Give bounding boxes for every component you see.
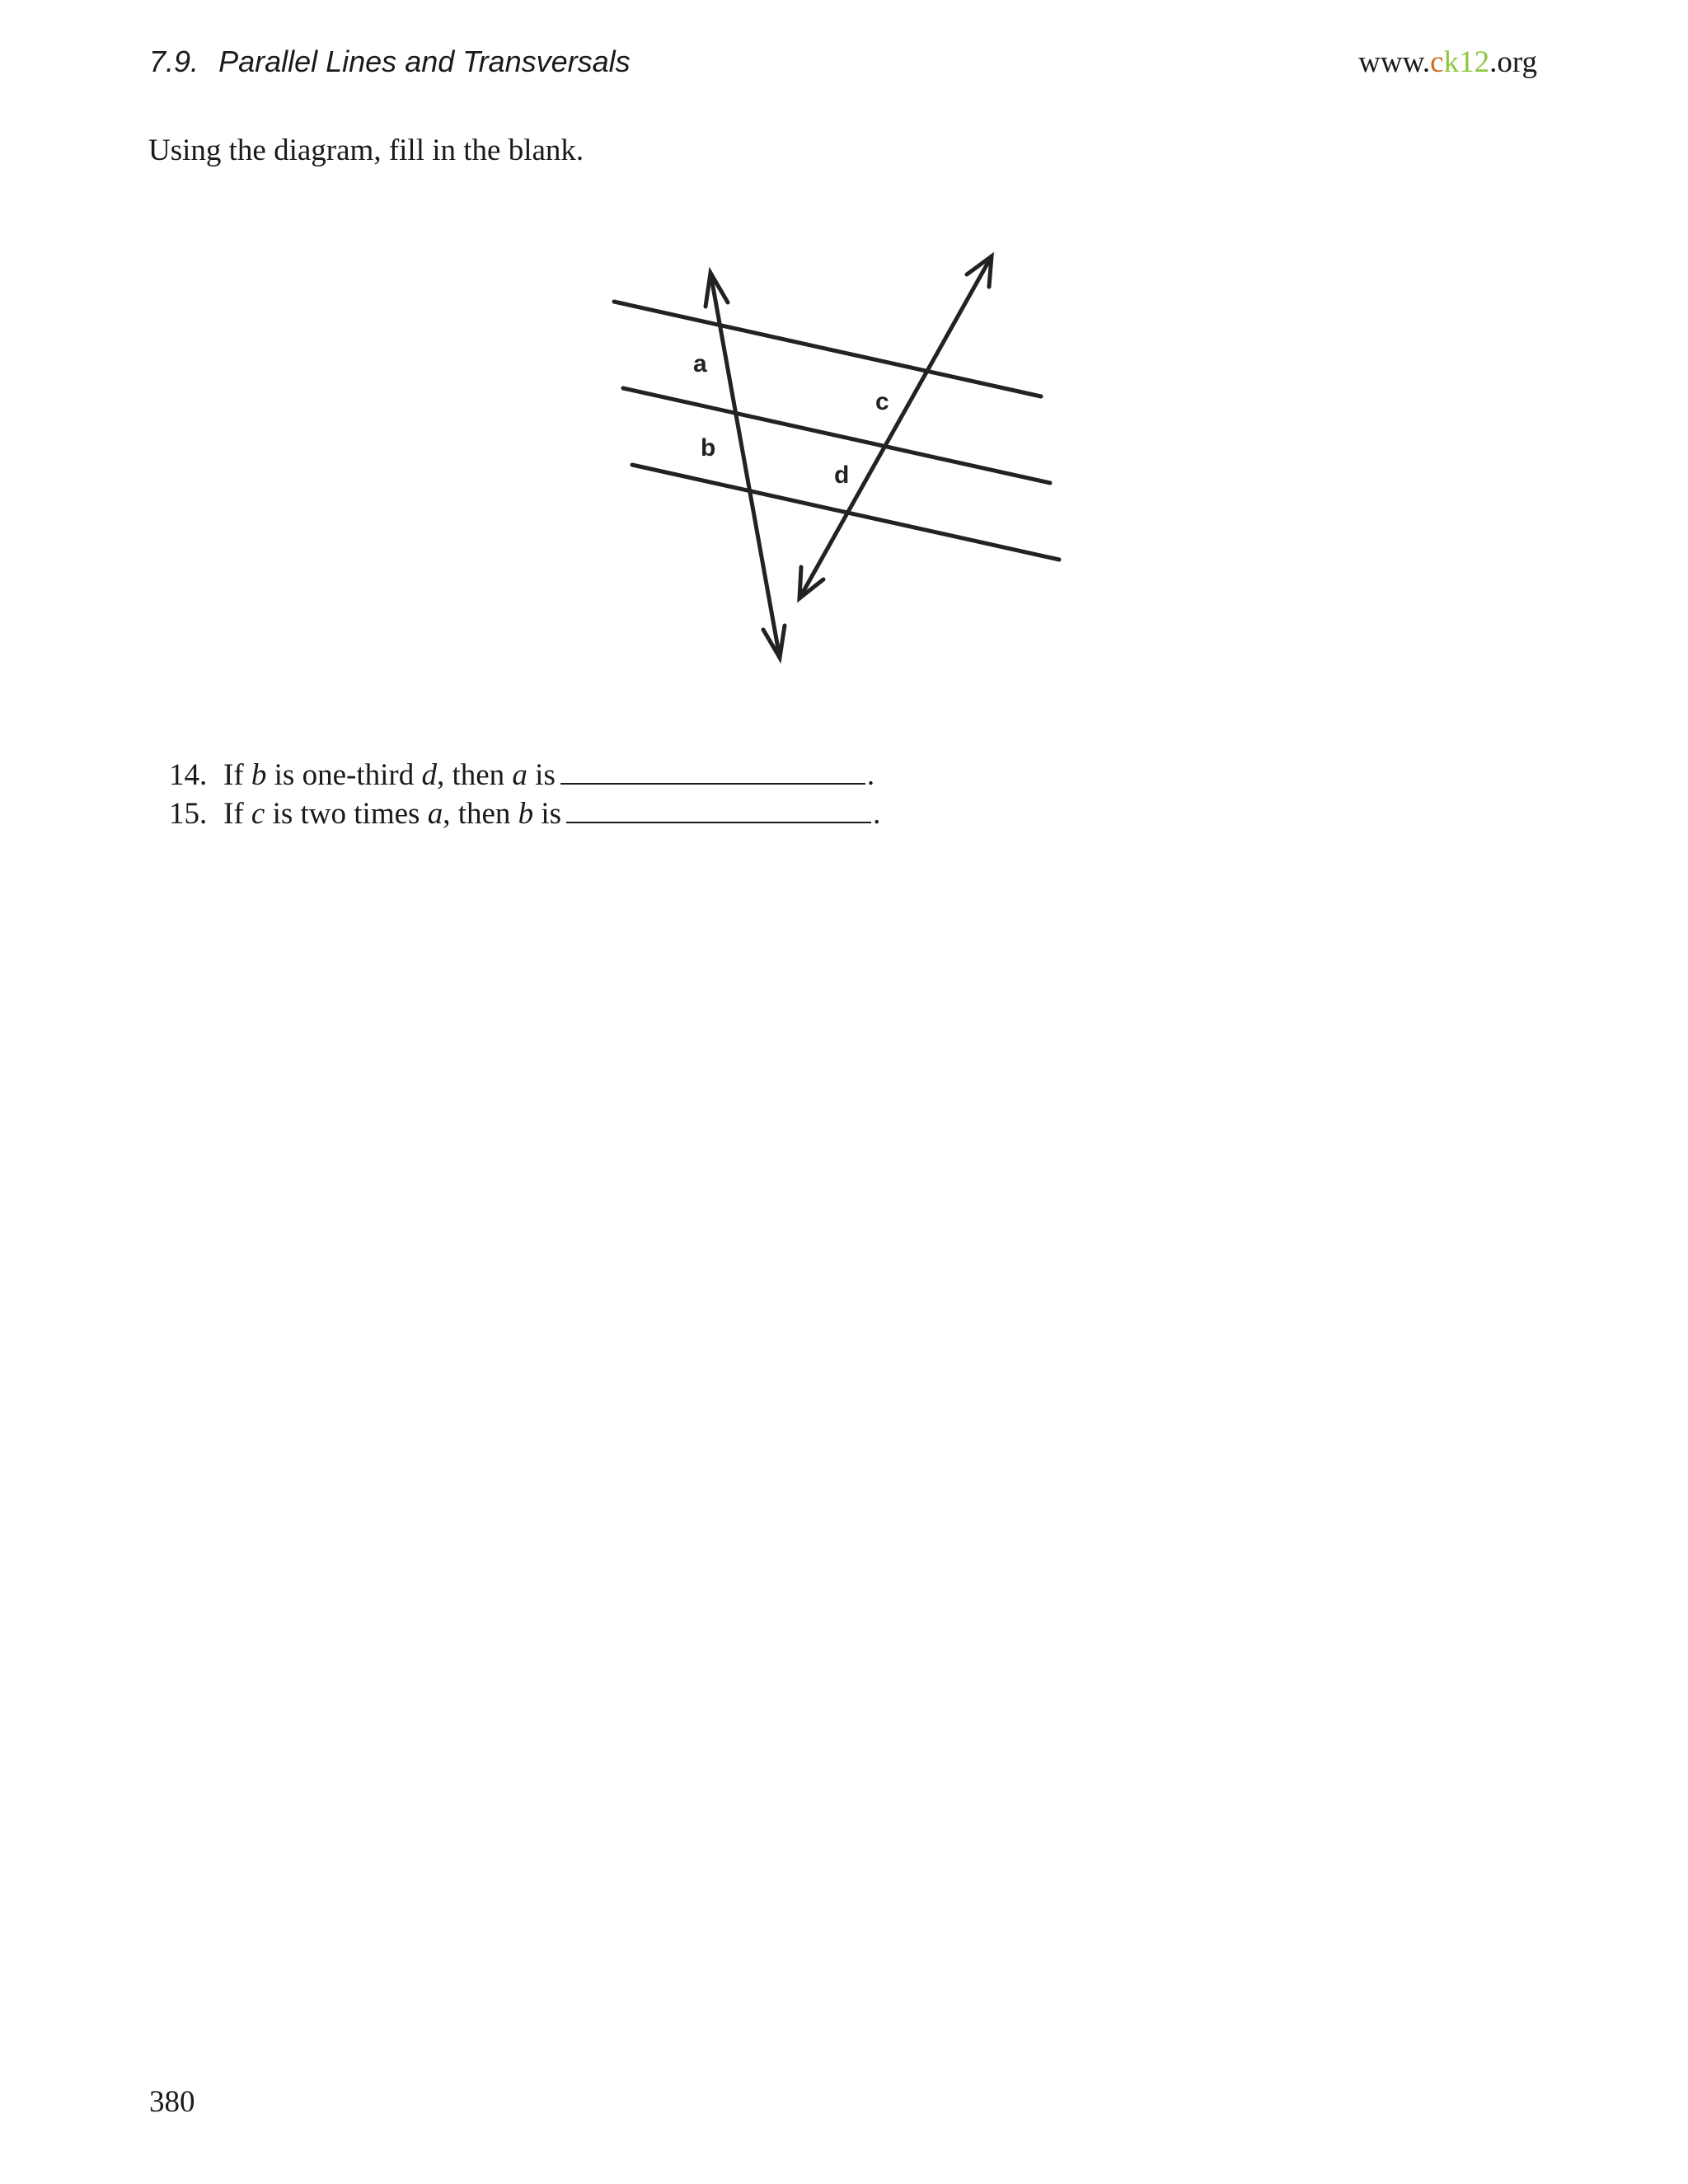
transversal-1-top-arrow-icon — [706, 273, 728, 307]
parallel-line-3 — [632, 465, 1059, 560]
question-14: 14. If b is one-third d, then a is . — [169, 756, 880, 794]
transversal-1-bottom-arrow-icon — [763, 626, 785, 658]
question-number: 15. — [169, 797, 208, 831]
page-number: 380 — [149, 2085, 195, 2119]
question-number: 14. — [169, 758, 208, 792]
angle-label-a: a — [693, 350, 707, 377]
site-url-prefix: www. — [1358, 45, 1431, 79]
angle-label-c: c — [875, 388, 889, 415]
angle-label-b: b — [701, 434, 716, 462]
question-list — [169, 756, 880, 833]
answer-blank[interactable] — [566, 799, 871, 823]
question-15: 15. If c is two times a, then b is . — [169, 794, 880, 833]
section-header — [149, 45, 631, 79]
section-number: 7.9. — [149, 45, 199, 78]
site-url-12: 12 — [1459, 45, 1490, 79]
transversal-line-2 — [799, 256, 992, 598]
answer-blank[interactable] — [560, 760, 865, 785]
parallel-line-1 — [614, 302, 1041, 396]
transversal-2-bottom-arrow-icon — [799, 567, 823, 598]
section-title: Parallel Lines and Transversals — [218, 45, 631, 78]
site-url-c: c — [1430, 45, 1444, 79]
site-url-suffix: .org — [1489, 45, 1537, 79]
transversal-line-1 — [710, 273, 780, 658]
angle-label-d: d — [834, 462, 850, 489]
transversal-2-top-arrow-icon — [967, 256, 992, 287]
site-url[interactable] — [1358, 45, 1537, 80]
site-url-k: k — [1443, 45, 1460, 79]
parallel-line-2 — [623, 388, 1050, 483]
instruction-text: Using the diagram, fill in the blank. — [148, 134, 584, 167]
